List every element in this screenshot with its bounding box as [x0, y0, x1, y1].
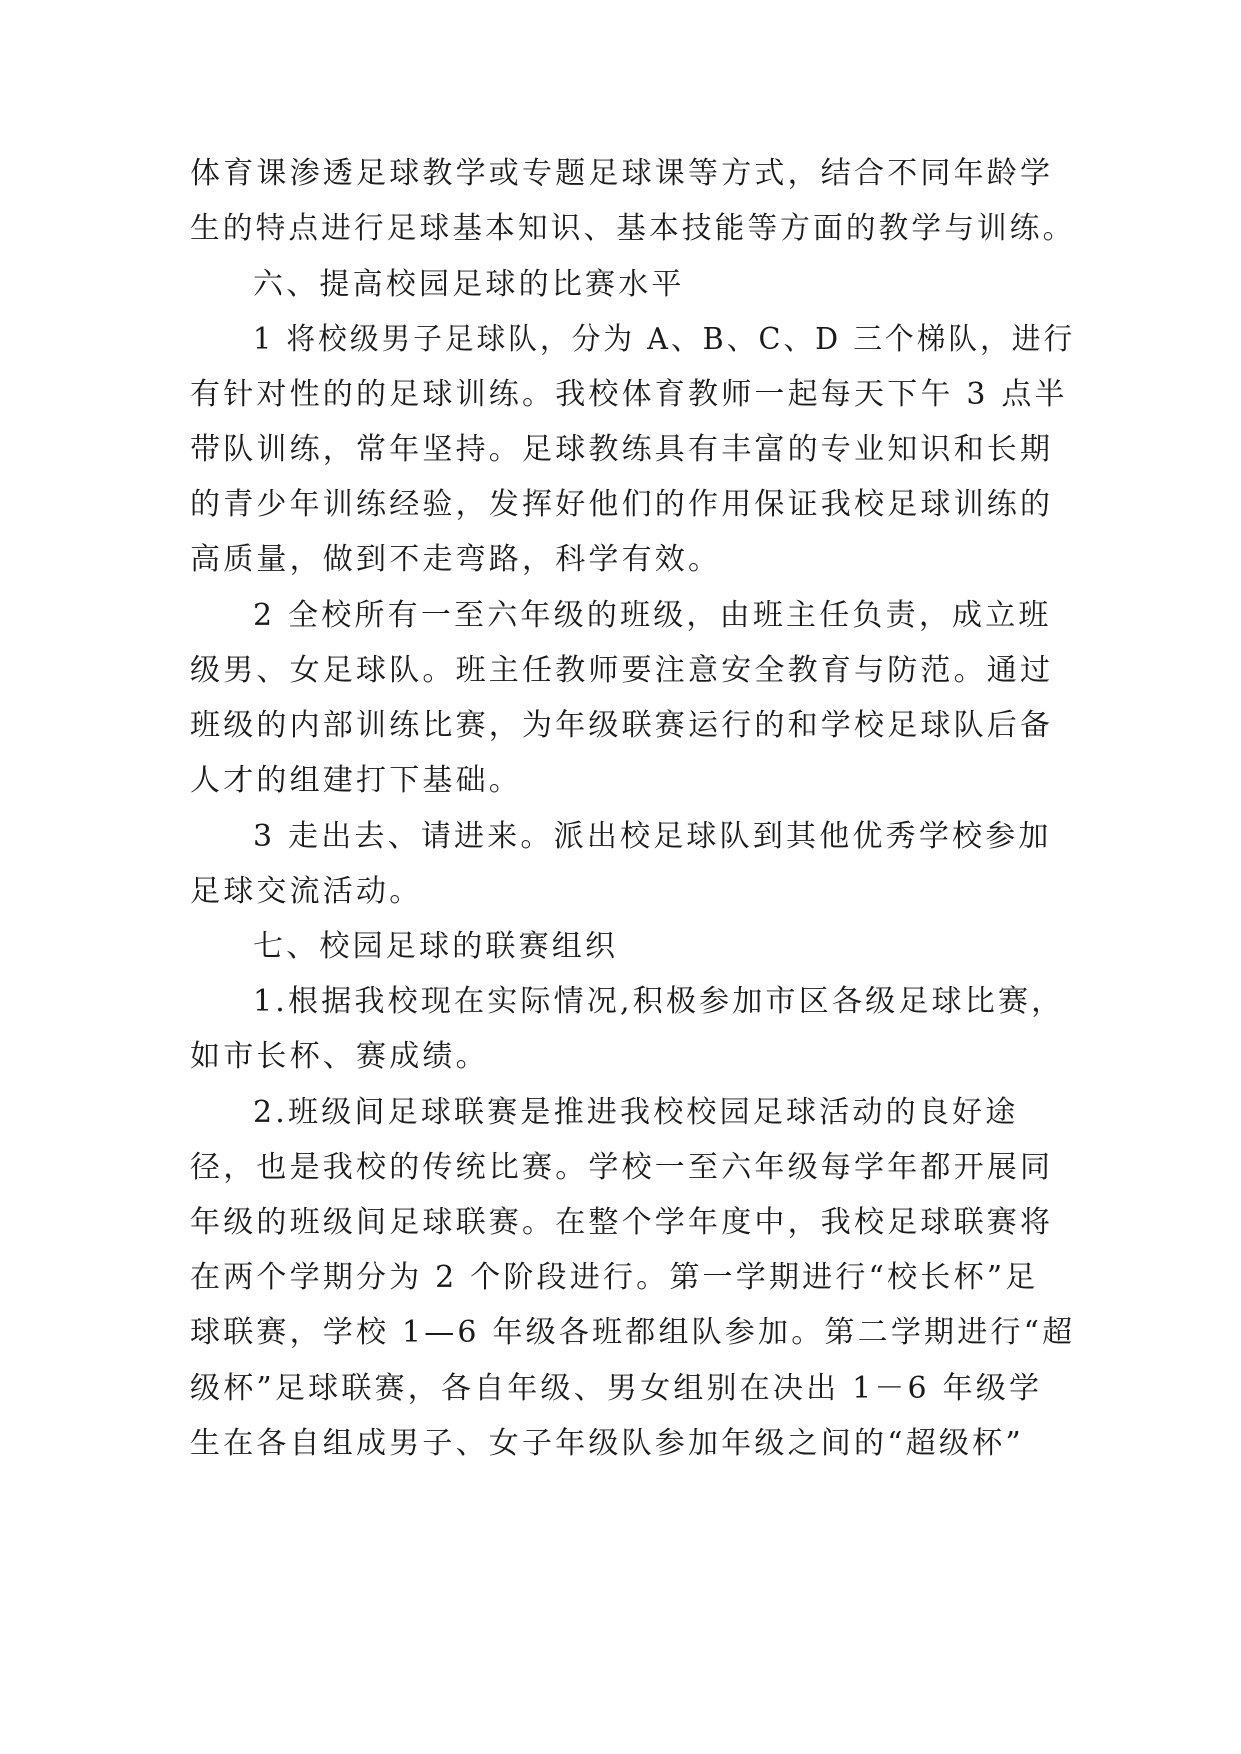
- text-line: 体育课渗透足球教学或专题足球课等方式，结合不同年龄学: [190, 156, 1054, 191]
- section-heading: 六、提高校园足球的比赛水平: [253, 267, 685, 302]
- text-line: 在两个学期分为 2 个阶段进行。第一学期进行“校长杯”足: [190, 1260, 1039, 1295]
- text-line: 径，也是我校的传统比赛。学校一至六年级每学年都开展同: [190, 1150, 1054, 1185]
- text-line: 2 全校所有一至六年级的班级，由班主任负责，成立班: [253, 598, 1052, 633]
- text-line: 如市长杯、赛成绩。: [190, 1039, 489, 1074]
- text-line: 生的特点进行足球基本知识、基本技能等方面的教学与训练。: [190, 211, 1076, 246]
- text-line: 班级的内部训练比赛，为年级联赛运行的和学校足球队后备: [190, 708, 1054, 743]
- text-line: 高质量，做到不走弯路，科学有效。: [190, 542, 722, 577]
- text-line: 人才的组建打下基础。: [190, 763, 522, 798]
- text-line: 生在各自组成男子、女子年级队参加年级之间的“超级杯”: [190, 1426, 1024, 1461]
- text-line: 足球交流活动。: [190, 874, 423, 909]
- text-line: 有针对性的的足球训练。我校体育教师一起每天下午 3 点半: [190, 377, 1068, 412]
- text-line: 2.班级间足球联赛是推进我校校园足球活动的良好途: [253, 1095, 1019, 1130]
- text-line: 3 走出去、请进来。派出校足球队到其他优秀学校参加: [253, 819, 1052, 854]
- text-line: 1.根据我校现在实际情况,积极参加市区各级足球比赛，: [253, 984, 1065, 1019]
- text-line: 级男、女足球队。班主任教师要注意安全教育与防范。通过: [190, 653, 1054, 688]
- text-line: 球联赛，学校 1—6 年级各班都组队参加。第二学期进行“超: [190, 1315, 1076, 1350]
- text-line: 带队训练，常年坚持。足球教练具有丰富的专业知识和长期: [190, 432, 1054, 467]
- section-heading: 七、校园足球的联赛组织: [253, 929, 619, 964]
- text-line: 1 将校级男子足球队，分为 A、B、C、D 三个梯队，进行: [253, 322, 1076, 357]
- text-line: 年级的班级间足球联赛。在整个学年度中，我校足球联赛将: [190, 1205, 1054, 1240]
- text-line: 级杯”足球联赛，各自年级、男女组别在决出 1－6 年级学: [190, 1371, 1043, 1406]
- text-line: 的青少年训练经验，发挥好他们的作用保证我校足球训练的: [190, 487, 1054, 522]
